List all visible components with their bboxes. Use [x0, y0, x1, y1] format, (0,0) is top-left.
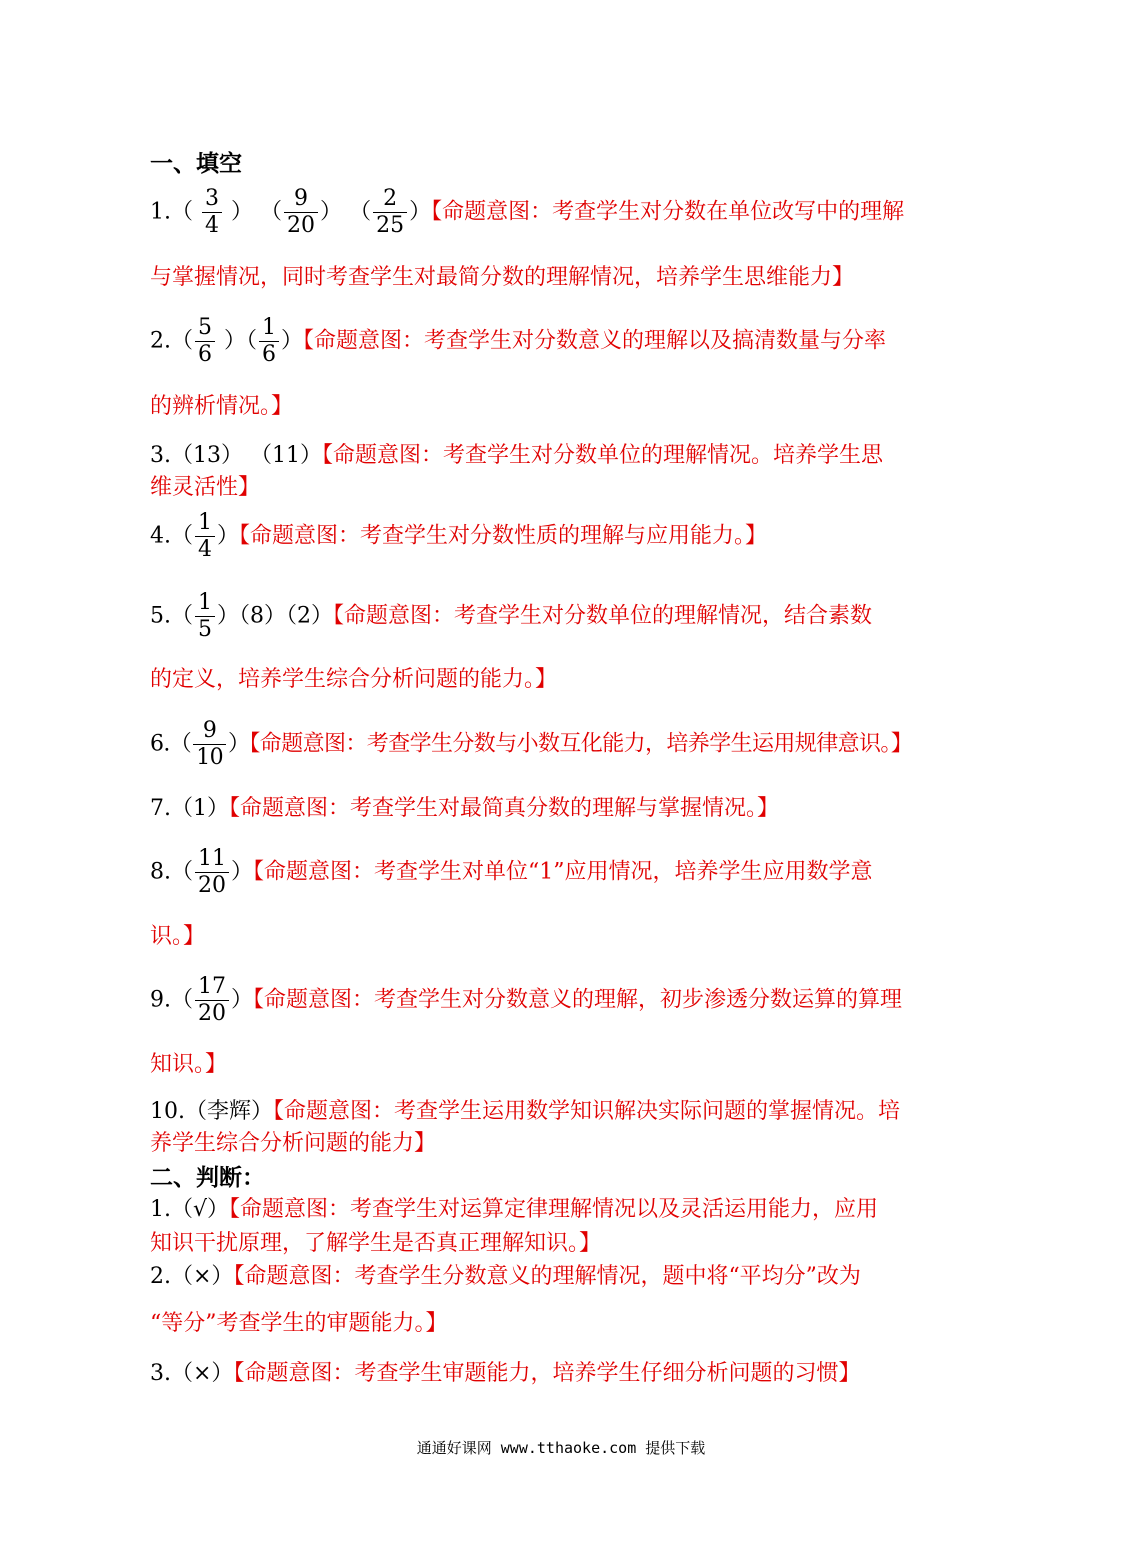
numerator: 9	[193, 718, 226, 745]
fraction	[195, 315, 215, 368]
denominator: 10	[196, 745, 223, 770]
j1-line	[150, 1196, 878, 1224]
q3-answer: 3.（13） （11）	[150, 443, 322, 468]
j3-intent: 【命题意图：考查学生审题能力，培养学生仔细分析问题的习惯】	[233, 1361, 861, 1386]
fraction	[195, 974, 229, 1027]
q8-intent-cont: 识。】	[150, 924, 206, 949]
j2-answer: 2.（×）	[150, 1264, 234, 1289]
numerator: 3	[202, 186, 222, 213]
j2-line	[150, 1263, 861, 1291]
j3-line	[150, 1360, 860, 1388]
fraction	[195, 590, 215, 643]
q10-intent-cont: 养学生综合分析问题的能力】	[150, 1131, 437, 1156]
q1-line	[150, 186, 904, 239]
denominator: 20	[287, 213, 316, 238]
j1-intent: 【命题意图：考查学生对运算定律理解情况以及灵活运用能力，应用	[229, 1197, 879, 1222]
fraction	[202, 186, 222, 239]
fraction	[195, 510, 215, 563]
paren: （	[349, 199, 372, 225]
q5-answer: （8）（2）	[239, 603, 334, 629]
denominator: 4	[205, 213, 220, 238]
numerator: 9	[284, 186, 318, 213]
q3-intent: 【命题意图：考查学生对分数单位的理解情况。培养学生思	[321, 443, 883, 468]
q10-intent: 【命题意图：考查学生运用数学知识解决实际问题的掌握情况。培	[273, 1099, 901, 1124]
q8-line: 8.（ $\frac{11}{20}$ ）【命题意图：考查学生对单位“1”应用情况，培养学生应用数学意	[150, 846, 873, 898]
paren: ）	[320, 199, 343, 225]
fraction	[373, 186, 407, 239]
denominator: 5	[198, 617, 213, 642]
q4-number: 4.	[150, 523, 171, 549]
j1-answer: 1.（√）	[150, 1197, 230, 1222]
q1-intent: 【命题意图：考查学生对分数在单位改写中的理解	[431, 199, 905, 225]
q3-intent-cont: 维灵活性】	[150, 475, 261, 500]
paren: ）	[231, 199, 254, 225]
q2-intent-cont: 的辨析情况。】	[150, 394, 294, 419]
fraction	[284, 186, 318, 239]
j1-intent-cont: 知识干扰原理，了解学生是否真正理解知识。】	[150, 1231, 602, 1256]
section-title-fill: 一、填空	[150, 150, 242, 177]
j3-answer: 3.（×）	[150, 1361, 234, 1386]
denominator: 4	[198, 537, 213, 562]
paren: （	[260, 199, 283, 225]
q6-intent: 【命题意图：考查学生分数与小数互化能力，培养学生运用规律意识。】	[249, 731, 913, 757]
q5-intent-cont: 的定义，培养学生综合分析问题的能力。】	[150, 667, 558, 692]
numerator: 1	[195, 510, 215, 537]
section-title-judge: 二、判断：	[150, 1164, 265, 1191]
q1-number: 1.	[150, 199, 171, 225]
q10-answer: 10.（李辉）	[150, 1099, 273, 1124]
denominator: 20	[198, 873, 227, 898]
q7-answer: 7.（1）	[150, 796, 229, 821]
q9-number: 9.	[150, 987, 171, 1013]
q9-line: 9.（ $\frac{17}{20}$ ）【命题意图：考查学生对分数意义的理解，初步渗透分数运算的算理	[150, 974, 903, 1026]
numerator: 1	[259, 315, 279, 342]
q4-intent: 【命题意图：考查学生对分数性质的理解与应用能力。】	[239, 523, 768, 549]
q2-line: 2.（ $\frac{5}{6}$ ）（ $\frac{1}{6}$ ）【命题意图：考查学生对分数意义的理解以及搞清数量与分率	[150, 315, 887, 367]
q6-number: 6.	[150, 731, 170, 757]
q8-intent: 【命题意图：考查学生对单位“1”应用情况，培养学生应用数学意	[253, 859, 873, 885]
page-footer: 通通好课网 www.tthaoke.com 提供下载	[416, 1439, 706, 1457]
numerator: 17	[195, 974, 229, 1001]
denominator: 6	[198, 342, 213, 367]
q3-line	[150, 442, 883, 470]
q5-line: 5.（ $\frac{1}{5}$ ）（8）（2）【命题意图：考查学生对分数单位的理解情况，结合素数	[150, 590, 873, 642]
denominator: 25	[376, 213, 405, 238]
paren: （	[171, 199, 194, 225]
j2-intent-cont: “等分”考查学生的审题能力。】	[150, 1311, 448, 1336]
numerator: 5	[195, 315, 215, 342]
q9-intent-cont: 知识。】	[150, 1052, 228, 1077]
q2-number: 2.	[150, 328, 171, 354]
paren: ）	[409, 199, 432, 225]
fraction	[193, 718, 226, 771]
q10-line	[150, 1098, 900, 1126]
q5-intent: 【命题意图：考查学生对分数单位的理解情况，结合素数	[333, 603, 873, 629]
numerator: 1	[195, 590, 215, 617]
j2-intent: 【命题意图：考查学生分数意义的理解情况，题中将“平均分”改为	[233, 1264, 861, 1289]
fraction	[259, 315, 279, 368]
q7-line	[150, 795, 779, 823]
q9-intent: 【命题意图：考查学生对分数意义的理解，初步渗透分数运算的算理	[253, 987, 903, 1013]
q1-intent-cont: 与掌握情况，同时考查学生对最简分数的理解情况，培养学生思维能力】	[150, 265, 855, 290]
q4-line: 4.（ $\frac{1}{4}$ ）【命题意图：考查学生对分数性质的理解与应用能力。】	[150, 510, 768, 562]
q2-intent: 【命题意图：考查学生对分数意义的理解以及搞清数量与分率	[303, 328, 887, 354]
q5-number: 5.	[150, 603, 171, 629]
denominator: 6	[262, 342, 277, 367]
fraction	[195, 846, 229, 899]
numerator: 11	[195, 846, 229, 873]
denominator: 20	[198, 1001, 227, 1026]
q6-line: 6.（ $\frac{9}{10}$ ）【命题意图：考查学生分数与小数互化能力，培养学生运用规律意识。】	[150, 718, 913, 770]
q8-number: 8.	[150, 859, 171, 885]
q7-intent: 【命题意图：考查学生对最简真分数的理解与掌握情况。】	[229, 796, 780, 821]
numerator: 2	[373, 186, 407, 213]
